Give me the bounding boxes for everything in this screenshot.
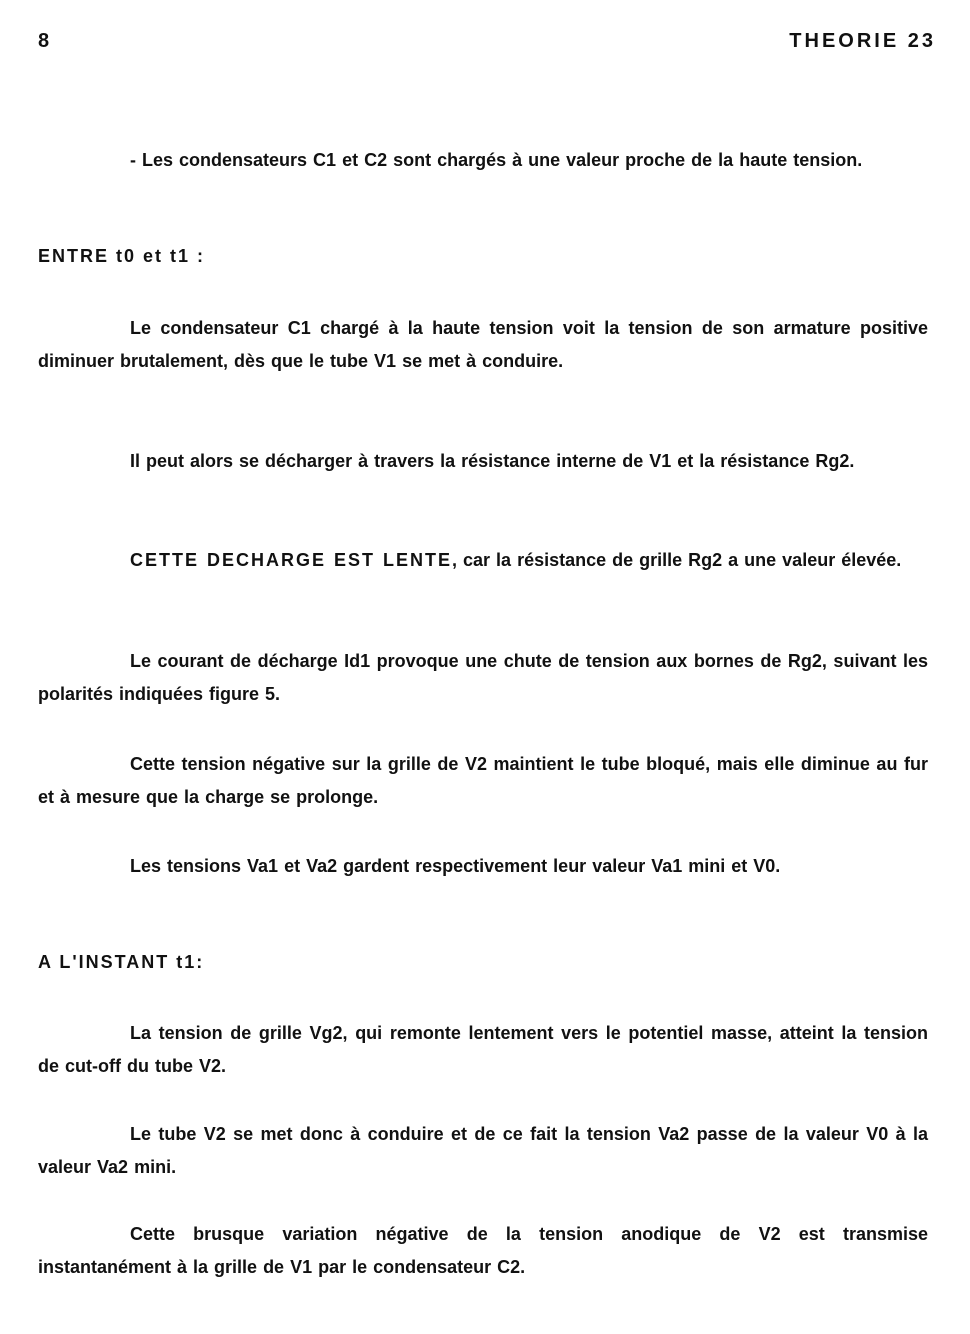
paragraph-1 [38,312,928,378]
paragraph-3-text: , car la résistance de grille Rg2 a une valeur élevée. [452,550,902,570]
paragraph-2 [38,445,928,478]
section-heading-t0-t1: ENTRE t0 et t1 : [38,246,206,266]
paragraph-4 [38,645,928,711]
paragraph-9-text: Cette brusque variation négative de la tension anodique de V2 est transmise instantanément à la grille de V1 par le condensateur C2. [38,1224,928,1277]
paragraph-3 [38,544,928,577]
page-header [38,30,936,53]
paragraph-1-text: Le condensateur C1 chargé à la haute tension voit la tension de son armature positive diminuer brutalement, dès que le tube V1 se met à conduire. [38,318,928,371]
paragraph-6 [38,850,928,883]
paragraph-7 [38,1017,928,1083]
paragraph-8-text: Le tube V2 se met donc à conduire et de ce fait la tension Va2 passe de la valeur V0 à la valeur Va2 mini. [38,1124,928,1177]
paragraph-4-text: Le courant de décharge Id1 provoque une chute de tension aux bornes de Rg2, suivant les polarités indiquées figure 5. [38,651,928,704]
intro-text: - Les condensateurs C1 et C2 sont chargés à une valeur proche de la haute tension. [130,150,863,170]
page-number: 8 [38,30,51,52]
paragraph-2-text: Il peut alors se décharger à travers la résistance interne de V1 et la résistance Rg2. [130,451,855,471]
paragraph-3-emphasis: CETTE DECHARGE EST LENTE [130,550,453,570]
paragraph-9 [38,1218,928,1284]
paragraph-6-text: Les tensions Va1 et Va2 gardent respectivement leur valeur Va1 mini et V0. [130,856,781,876]
paragraph-8 [38,1118,928,1184]
paragraph-5-text: Cette tension négative sur la grille de V2 maintient le tube bloqué, mais elle diminue au fur et à mesure que la charge se prolonge. [38,754,928,807]
paragraph-7-text: La tension de grille Vg2, qui remonte lentement vers le potentiel masse, atteint la tension de cut-off du tube V2. [38,1023,928,1076]
intro-paragraph [38,144,928,177]
paragraph-5 [38,748,928,814]
section-heading-t1: A L'INSTANT t1: [38,952,205,972]
chapter-title: THEORIE 23 [789,30,936,52]
